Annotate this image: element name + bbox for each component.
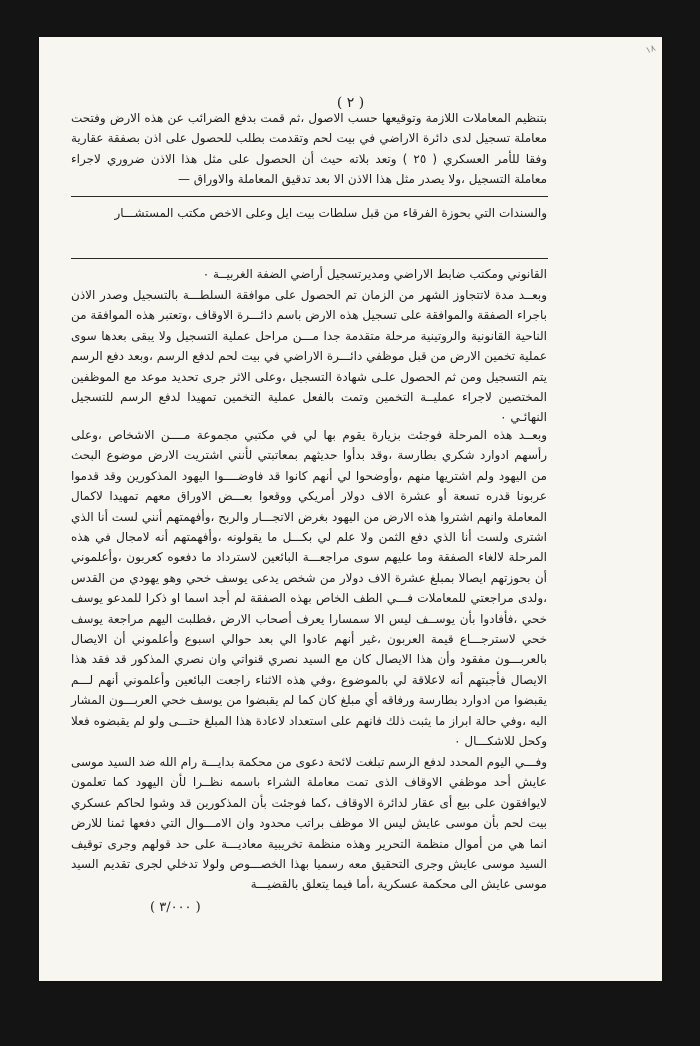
paragraph-4-text: وبعــد مدة لاتتجاوز الشهر من الزمان تم الحصول على موافقة السلطـــة بالتسجيل وصدر الاذن باجراء الصفقة والموافقة على تسجيل هذه الارض باسم دائـــرة الاوقاف ،وتعتبر هذه الموافقة من الناحية القانونية والروتينية مرحلة متقدمة جدا مـــن مراحل عملية التسجيل ولا يبقى بعدها سوى عملية تخمين الارض من قبل موظفي دائـــرة الاراضي في بيت لحم لدفع الرسم ،وبعد دفع الرسم يتم التسجيل ومن ثم الحصول علـى شهادة التسجيل ،وعلى الاثر جرى تحديد موعد مع الموظفين المختصين لاجراء عمليــة التخمين وتمت بالفعل عملية التخمين تمهيدا لدفع الرسم للتسجيل النهائـي ٠ xyxy=(71,288,547,425)
body-paragraph-4 xyxy=(71,285,547,428)
page-number: ( ٢ ) xyxy=(336,95,365,111)
body-paragraph-1 xyxy=(71,108,547,190)
paragraph-2-text: والسندات التي بحوزة الفرقاء من قبل سلطات بيت ايل وعلى الاخص مكتب المستشـــار xyxy=(114,206,547,220)
page-footer-marker: ( ٣/٠٠٠ ) xyxy=(150,900,201,915)
paragraph-5-text: وبعــد هذه المرحلة فوجئت بزيارة يقوم بها لي في مكتبي مجموعة مــــن الاشخاص ،وعلى رأسهم ادوارد شكري بطارسة ،وقد بدأوا حديثهم بمعاتبتي لأنني اشتريت الارض موضوع البحث من اليهود ولم اشتريها منهم ،وأوضحوا لي أنهم كانوا قد فاوضــــوا اليهود المذكورين وقد قدموا عربونا قدره تسعة أو عشرة الاف دولار أمريكي ووقعوا بعـــض الاوراق معهم تمهيدا لاكمال المعاملة وانهم اشتروا هذه الارض من اليهود بغرض الاتجـــار والربح ،وأفهمتهم أنني لست أنا الذي اشترى ولست أنا الذي دفع الثمن ولا علم لي بكـــل ما يقولونه ،وأفهمتهم أنه لامجال في هذه المرحلة لالغاء الصفقة وما عليهم سوى مراجعـــة البائعين لاسترداد ما دفعوه كعربون ،وأعلموني أن بحوزتهم ايصالا بمبلغ عشرة الاف دولار من شخص يدعى يوسف خحي وهو يهودي من القدس ،ولدى مراجعتي للمعاملات فـــي الطف الخاص بهذه الصفقة لم أجد اسما او ذكرا للمدعو يوسف خحي ،فأفادوا بأن يوســف ليس الا سمسارا يعرف أصحاب الارض ،فطلبت اليهم مراجعة يوسف خحي لاسترجـــاع قيمة العربون ،غير أنهم عادوا الي بعد حوالي اسبوع وأعلموني أن الايصال بالعربـــون مفقود وأن هذا الايصال كان مع السيد نصري قنواتي وان نصري المذكور قد فقد هذا الايصال فأجبتهم أنه لاعلاقة لي بالموضوع ،وفي هذه الاثناء راجعت البائعين وأعلموني أنهم لـــم يقبضوا من ادوارد بطارسة ورفاقه أي مبلغ كان كما لم يقبضوا من يوسف خحي العربـــون المشار اليه ،وفي حالة ابراز ما يثبت ذلك فانهم على استعداد لاعادة هذا المبلغ حتـــى ولو لم يقبضوه فعلا وكحل للاشكـــال ٠ xyxy=(71,428,547,749)
paragraph-6-text: وفـــي اليوم المحدد لدفع الرسم تبلغت لائحة دعوى من محكمة بدايـــة رام الله ضد السيد موسى عايش أحد موظفي الاوقاف الذى تمت معاملة الشراء باسمه نظــرا لأن اليهود كما تعلمون لايوافقون على بيع أى عقار لدائرة الاوقاف ،كما فوجئت بأن المذكورين قد وشوا لحاكم عسكري بيت لحم بأن موسى عايش ليس الا موظف براتب محدود وان الامـــوال التي دفعها ثمنا للارض انما هي من أموال منظمة التحرير وهذه منظمة تخريبية معاديـــة على حد قولهم وجرى توقيف السيد موسى عايش وجرى التحقيق معه رسميا بهذا الخصـــوص ولولا تدخلي لجرى تقديم السيد موسى عايش الى محكمة عسكرية ،أما فيما يتعلق بالقضيـــة xyxy=(71,755,547,892)
body-paragraph-5 xyxy=(71,425,547,752)
body-paragraph-2 xyxy=(71,203,547,223)
scan-mark: ١٨ xyxy=(644,43,658,57)
body-paragraph-3 xyxy=(71,264,547,284)
underline-rule-2 xyxy=(71,258,548,259)
paragraph-3-text: القانوني ومكتب ضابط الاراضي ومديرتسجيل أراضي الضفة الغربيــة ٠ xyxy=(202,267,547,281)
underline-rule-1 xyxy=(71,196,548,197)
paragraph-1-text: بتنظيم المعاملات اللازمة وتوقيعها حسب الاصول ،ثم قمت بدفع الضرائب عن هذه الارض وفتحت معاملة تسجيل لدى دائرة الاراضي في بيت لحم وتقدمت بطلب للحصول على اذن بصفقة عقارية وفقا للأمر العسكري ( ٢٥ ) وتعد بلاته حيث أن الحصول على مثل هذا الاذن ضروري لاجراء معاملة التسجيل ،ولا يصدر مثل هذا الاذن الا بعد تدقيق المعاملة والاوراق — xyxy=(71,111,547,187)
body-paragraph-6 xyxy=(71,752,547,895)
